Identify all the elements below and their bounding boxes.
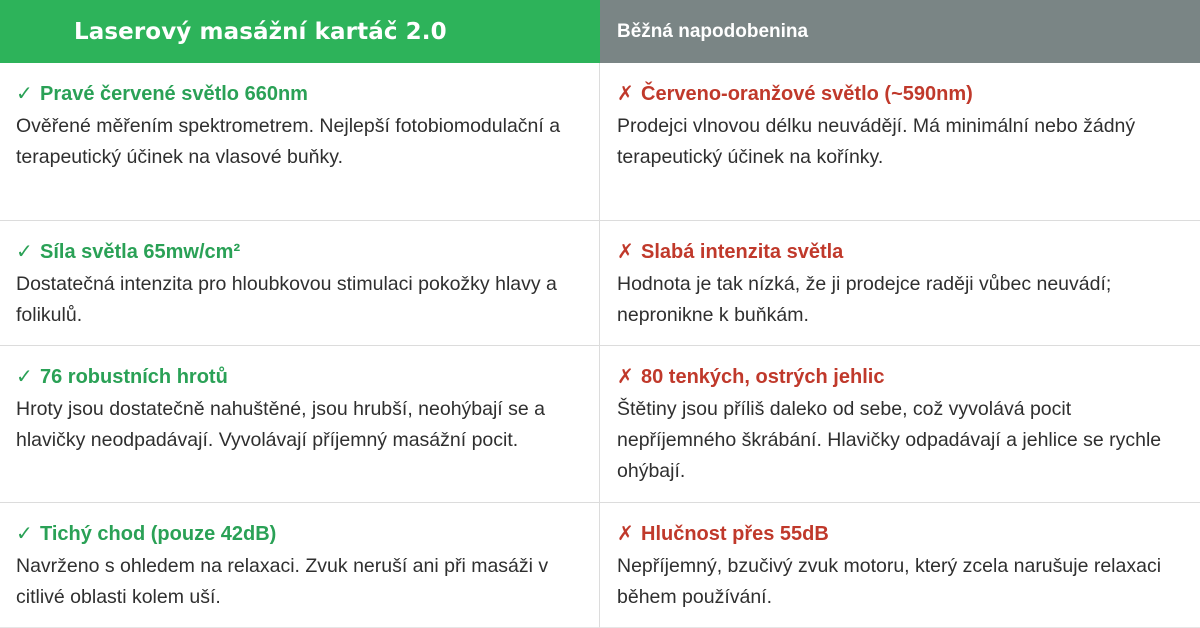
row-4-imitation-cell xyxy=(600,503,1200,628)
header-imitation-product: Běžná napodobenina xyxy=(600,0,1200,63)
row-3-imitation-title-text: 80 tenkých, ostrých jehlic xyxy=(641,366,885,388)
row-3-original-desc: Hroty jsou dostatečně nahuštěné, jsou hrubší, neohýbají se a hlavičky neodpadávají. Vyvolávají příjemný masážní pocit. xyxy=(16,398,546,451)
row-2-original-cell xyxy=(0,221,600,346)
row-4-original-title xyxy=(16,521,583,547)
row-2-original-title xyxy=(16,239,583,265)
check-icon: ✓ xyxy=(16,83,33,105)
row-2-imitation-desc: Hodnota je tak nízká, že ji prodejce raději vůbec neuvádí; nepronikne k buňkám. xyxy=(617,273,1112,326)
row-3-original-title xyxy=(16,364,583,390)
row-4-imitation-desc: Nepříjemný, bzučivý zvuk motoru, který zcela narušuje relaxaci během používání. xyxy=(617,555,1162,608)
row-4-original-title-text: Tichý chod (pouze 42dB) xyxy=(40,523,277,545)
row-3-original-cell xyxy=(0,346,600,503)
row-2-imitation-title-text: Slabá intenzita světla xyxy=(641,241,844,263)
check-icon: ✓ xyxy=(16,523,33,545)
row-3-imitation-cell xyxy=(600,346,1200,503)
row-1-original-title xyxy=(16,81,583,107)
row-3-imitation-desc: Štětiny jsou příliš daleko od sebe, což vyvolává pocit nepříjemného škrábání. Hlavičky odpadávají a jehlice se rychle ohýbají. xyxy=(617,398,1162,482)
row-1-original-cell xyxy=(0,63,600,221)
row-2-imitation-title xyxy=(617,239,1184,265)
row-4-original-desc: Navrženo s ohledem na relaxaci. Zvuk neruší ani při masáži v citlivé oblasti kolem uší. xyxy=(16,555,549,608)
row-4-imitation-title-text: Hlučnost přes 55dB xyxy=(641,523,829,545)
row-1-original-title-text: Pravé červené světlo 660nm xyxy=(40,83,308,105)
row-3-original-title-text: 76 robustních hrotů xyxy=(40,366,228,388)
row-1-imitation-desc: Prodejci vlnovou délku neuvádějí. Má minimální nebo žádný terapeutický účinek na kořínky. xyxy=(617,115,1136,168)
row-4-imitation-title xyxy=(617,521,1184,547)
row-4-original-cell xyxy=(0,503,600,628)
row-1-original-desc: Ověřené měřením spektrometrem. Nejlepší fotobiomodulační a terapeutický účinek na vlasové buňky. xyxy=(16,115,561,168)
cross-icon: ✗ xyxy=(617,241,634,263)
row-2-original-desc: Dostatečná intenzita pro hloubkovou stimulaci pokožky hlavy a folikulů. xyxy=(16,273,557,326)
cross-icon: ✗ xyxy=(617,523,634,545)
row-1-imitation-cell xyxy=(600,63,1200,221)
row-3-imitation-title xyxy=(617,364,1184,390)
row-1-imitation-title xyxy=(617,81,1184,107)
check-icon: ✓ xyxy=(16,241,33,263)
cross-icon: ✗ xyxy=(617,83,634,105)
row-2-imitation-cell xyxy=(600,221,1200,346)
header-original-product: Laserový masážní kartáč 2.0 xyxy=(0,0,600,63)
row-1-imitation-title-text: Červeno-oranžové světlo (~590nm) xyxy=(641,83,973,105)
check-icon: ✓ xyxy=(16,366,33,388)
row-2-original-title-text: Síla světla 65mw/cm² xyxy=(40,241,241,263)
cross-icon: ✗ xyxy=(617,366,634,388)
